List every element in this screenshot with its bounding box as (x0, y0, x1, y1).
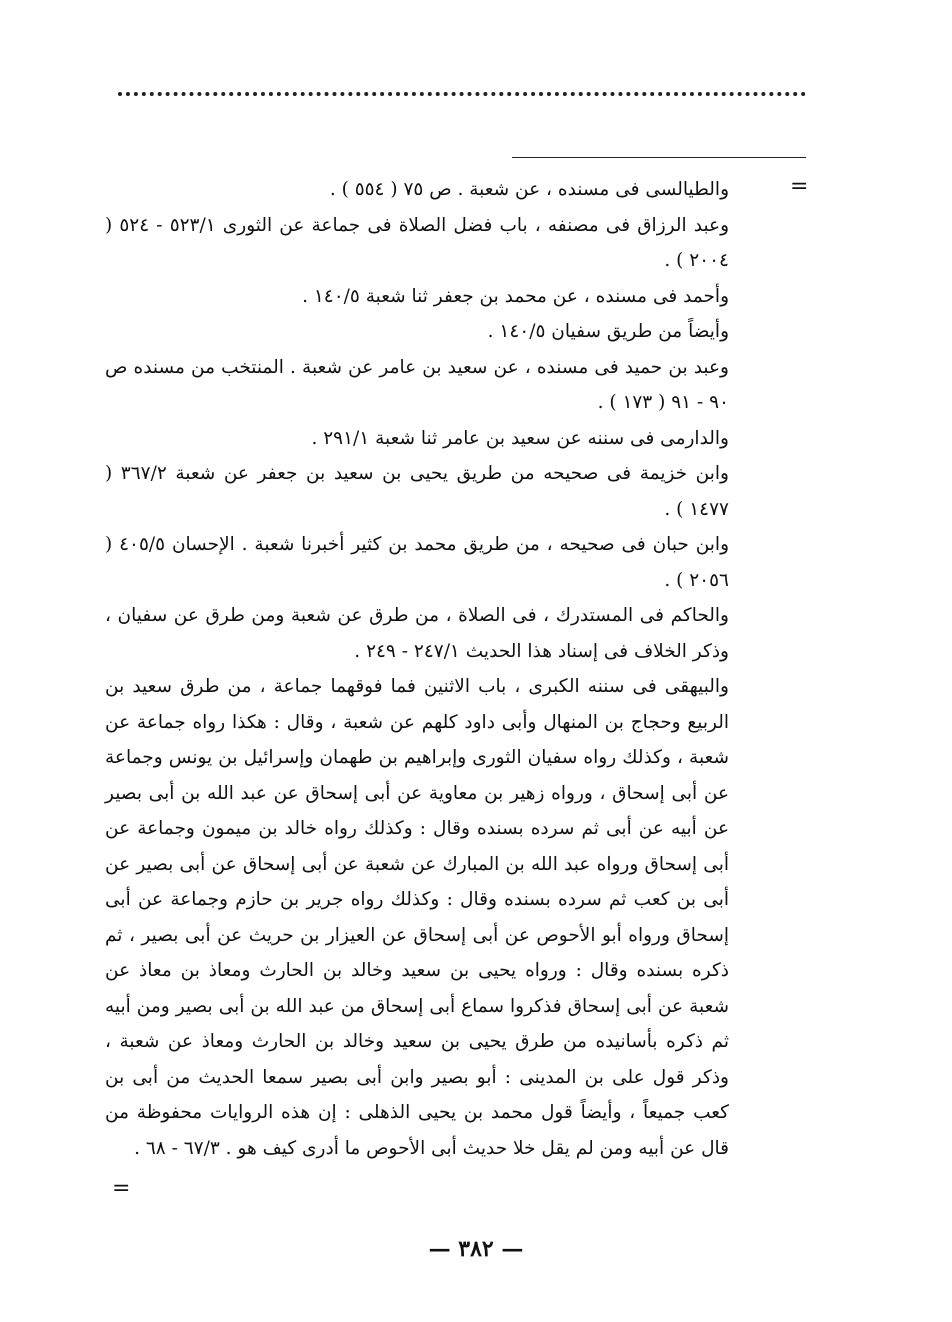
continuation-mark-top: = (790, 174, 809, 199)
paragraph: وابن خزيمة فى صحيحه من طريق يحيى بن سعيد بن جعفر عن شعبة ٣٦٧/٢ ( ١٤٧٧ ) . (105, 463, 729, 520)
footnote-text (105, 172, 755, 1166)
page-number: — ٣٨٢ — (428, 1236, 524, 1262)
paragraph: وعبد الرزاق فى مصنفه ، باب فضل الصلاة فى جماعة عن الثورى ٥٢٣/١ - ٥٢٤ ( ٢٠٠٤ ) . (105, 214, 730, 271)
paragraph: وعبد بن حميد فى مسنده ، عن سعيد بن عامر عن شعبة . المنتخب من مسنده ص ٩٠ - ٩١ ( ١٧٣ ) . (105, 356, 729, 413)
continuation-mark-bottom: = (112, 1176, 131, 1201)
paragraph: وأحمد فى مسنده ، عن محمد بن جعفر ثنا شعبة ١٤٠/٥ . (302, 285, 729, 307)
paragraph: والدارمى فى سننه عن سعيد بن عامر ثنا شعبة ٢٩١/١ . (311, 427, 729, 449)
paragraph: وابن حبان فى صحيحه ، من طريق محمد بن كثير أخبرنا شعبة . الإحسان ٤٠٥/٥ ( ٢٠٥٦ ) . (105, 534, 730, 591)
footnote-separator (512, 157, 806, 158)
paragraph: والحاكم فى المستدرك ، فى الصلاة ، من طرق عن شعبة ومن طرق عن سفيان ، وذكر الخلاف فى إسناد هذا الحديث ٢٤٧/١ - ٢٤٩ . (105, 605, 729, 662)
paragraph: وأيضاً من طريق سفيان ١٤٠/٥ . (487, 321, 729, 342)
paragraph: والبيهقى فى سننه الكبرى ، باب الاثنين فما فوقهما جماعة ، من طرق سعيد بن الربيع وحجاج بن المنهال وأبى داود كلهم عن شعبة ، وقال : هكذا رواه جماعة عن شعبة ، وكذلك رواه سفيان الثورى وإبراهيم بن طهمان وإسرائيل بن يونس وجماعة عن أبى إسحاق ، ورواه زهير بن معاوية عن أبى إسحاق عن عبد الله بن أبى بصير عن أبيه عن أبى ثم سرده بسنده وقال : وكذلك رواه خالد بن ميمون وجماعة عن أبى إسحاق ورواه عبد الله بن المبارك عن شعبة عن أبى إسحاق عن أبى بصير عن أبى بن كعب ثم سرده بسنده وقال : وكذلك رواه جرير بن حازم وجماعة عن أبى إسحاق ورواه أبو الأحوص عن أبى إسحاق عن العيزار بن حريث عن أبى بصير ، ثم ذكره بسنده وقال : ورواه يحيى بن سعيد وخالد بن الحارث ومعاذ بن معاذ عن شعبة عن أبى إسحاق فذكروا سماع أبى إسحاق من عبد الله بن أبى بصير ومن أبيه ثم ذكره بأسانيده من طرق يحيى بن سعيد وخالد بن الحارث ومعاذ عن شعبة ، وذكر قول على بن المدينى : أبو بصير وابن أبى بصير سمعا الحديث من أبى بن كعب جميعاً ، وأيضاً قول محمد بن يحيى الذهلى : إن هذه الروايات محفوظة من قال عن أبيه ومن لم يقل خلا حديث أبى الأحوص ما أدرى كيف هو . ٦٧/٣ - ٦٨ . (105, 676, 729, 1159)
dotted-separator (118, 92, 806, 96)
paragraph: والطيالسى فى مسنده ، عن شعبة . ص ٧٥ ( ٥٥٤ ) . (329, 179, 729, 200)
